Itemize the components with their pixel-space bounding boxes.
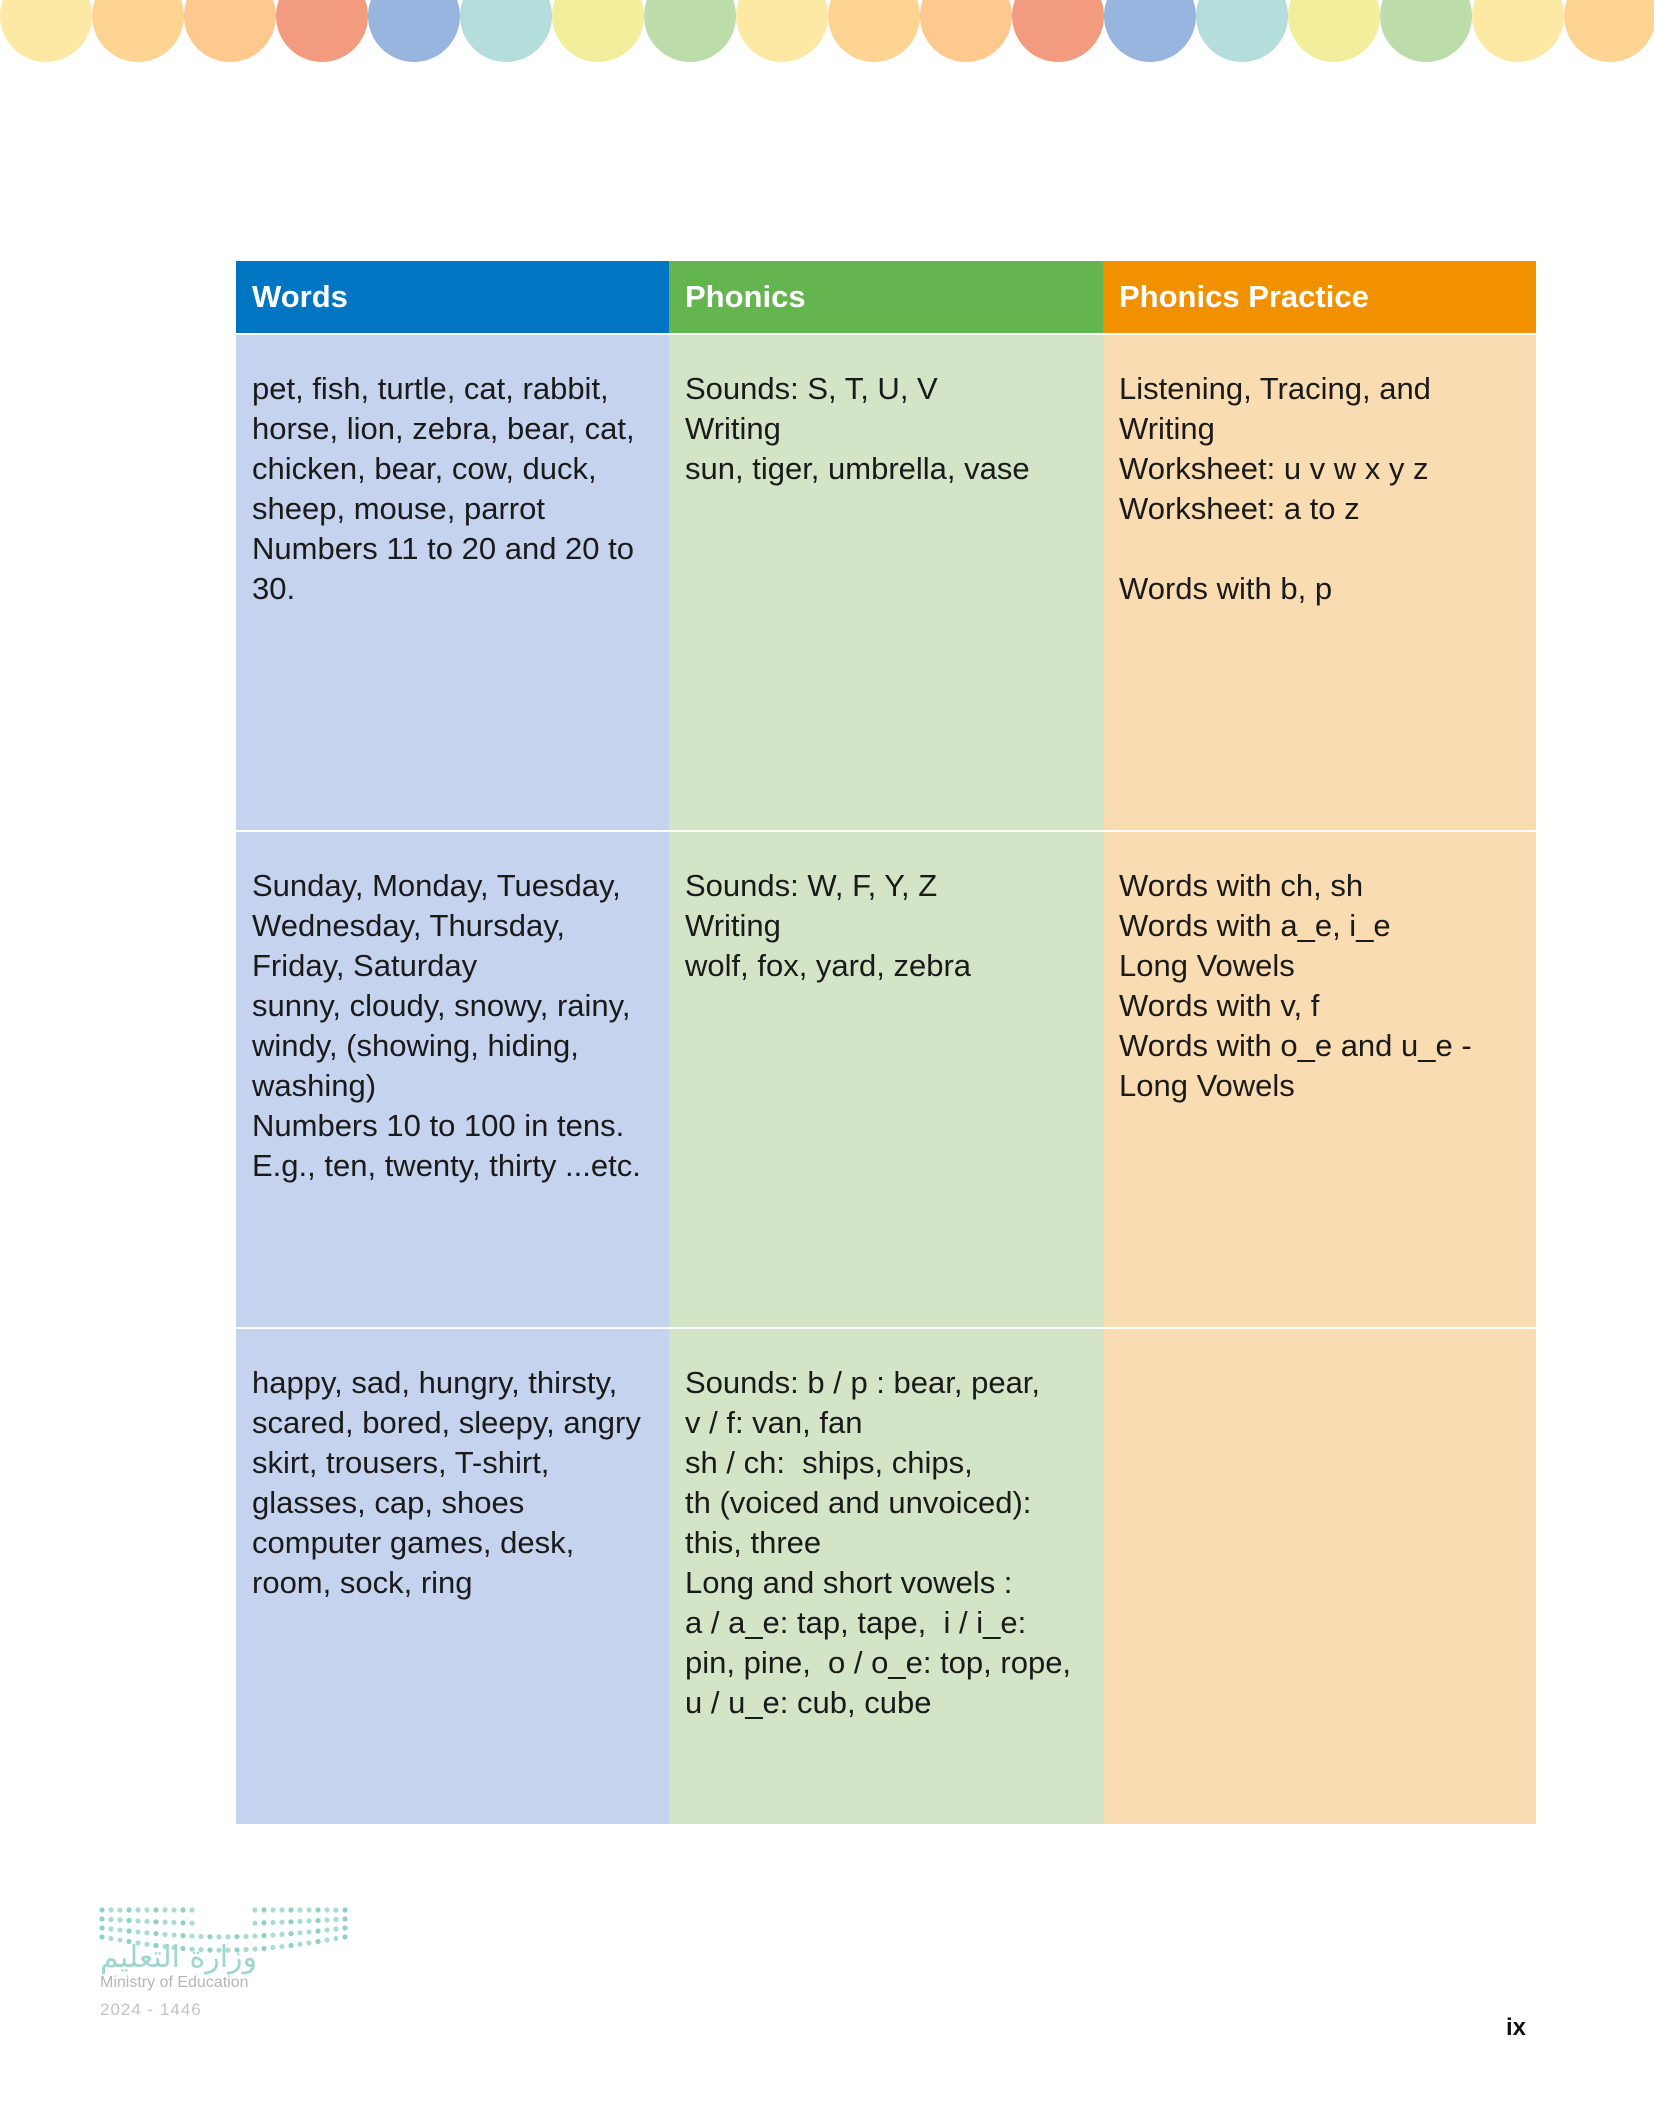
logo-dot xyxy=(234,1934,239,1939)
logo-dot xyxy=(216,1934,221,1939)
row-3-words-cell xyxy=(236,1329,669,1824)
logo-dot xyxy=(315,1907,320,1912)
logo-dot xyxy=(306,1940,311,1945)
cell-line: Words with o_e and u_e - xyxy=(1119,1028,1472,1063)
header-phonics-practice: Phonics Practice xyxy=(1103,261,1536,333)
logo-dot xyxy=(297,1919,302,1924)
cell-line: Writing xyxy=(1119,411,1215,446)
cell-line: Words with v, f xyxy=(1119,988,1320,1023)
cell-line: Numbers 11 to 20 and 20 to xyxy=(252,531,635,566)
scallop xyxy=(92,0,184,62)
scallop xyxy=(1012,0,1104,62)
logo-dot xyxy=(153,1907,158,1912)
logo-dot xyxy=(126,1918,131,1923)
logo-dot xyxy=(252,1920,257,1925)
logo-dot xyxy=(333,1926,338,1931)
cell-line: Words with ch, sh xyxy=(1119,868,1364,903)
logo-dot xyxy=(117,1917,122,1922)
logo-dot xyxy=(117,1907,122,1912)
cell-line: Worksheet: u v w x y z xyxy=(1119,451,1429,486)
logo-dot xyxy=(225,1934,230,1939)
logo-dot xyxy=(342,1934,347,1939)
logo-dot xyxy=(297,1942,302,1947)
row-1-words-cell xyxy=(236,335,669,830)
logo-dot xyxy=(153,1919,158,1924)
logo-dot xyxy=(252,1907,257,1912)
logo-dot xyxy=(306,1907,311,1912)
scallop xyxy=(368,0,460,62)
logo-dot xyxy=(288,1943,293,1948)
logo-dot xyxy=(342,1916,347,1921)
scalloped-border xyxy=(0,0,1654,70)
cell-line: Listening, Tracing, and xyxy=(1119,371,1431,406)
cell-line: windy, (showing, hiding, xyxy=(252,1028,579,1063)
logo-dot xyxy=(144,1907,149,1912)
cell-line: Writing xyxy=(685,908,781,943)
logo-dot xyxy=(261,1907,266,1912)
logo-dot xyxy=(99,1925,104,1930)
logo-dot xyxy=(171,1932,176,1937)
logo-dot xyxy=(126,1907,131,1912)
logo-dot xyxy=(261,1920,266,1925)
logo-dot xyxy=(324,1927,329,1932)
logo-dot xyxy=(144,1919,149,1924)
scallop xyxy=(552,0,644,62)
cell-line: Sounds: W, F, Y, Z xyxy=(685,868,938,903)
cell-line xyxy=(1119,529,1520,569)
cell-line: Worksheet: a to z xyxy=(1119,491,1360,526)
logo-dot xyxy=(288,1931,293,1936)
logo-dot xyxy=(279,1920,284,1925)
cell-line: chicken, bear, cow, duck, xyxy=(252,451,597,486)
row-3-practice-cell xyxy=(1103,1329,1536,1824)
logo-dot xyxy=(180,1920,185,1925)
cell-line: wolf, fox, yard, zebra xyxy=(685,948,972,983)
cell-line: Sounds: S, T, U, V xyxy=(685,371,938,406)
cell-line: Words with b, p xyxy=(1119,571,1333,606)
logo-dot xyxy=(171,1907,176,1912)
cell-line: glasses, cap, shoes xyxy=(252,1485,525,1520)
cell-line: Friday, Saturday xyxy=(252,948,478,983)
logo-dot xyxy=(288,1919,293,1924)
logo-dot xyxy=(261,1946,266,1951)
vocabulary-table xyxy=(236,261,1536,1824)
scallop xyxy=(1288,0,1380,62)
logo-dot xyxy=(171,1920,176,1925)
logo-dot xyxy=(315,1928,320,1933)
logo-dot xyxy=(189,1907,194,1912)
cell-line: Long Vowels xyxy=(1119,948,1295,983)
scallop xyxy=(276,0,368,62)
cell-line: happy, sad, hungry, thirsty, xyxy=(252,1365,618,1400)
row-1-practice-cell xyxy=(1103,335,1536,830)
scallop xyxy=(0,0,92,62)
logo-dot xyxy=(207,1934,212,1939)
logo-english-text: Ministry of Education xyxy=(100,1974,249,1991)
cell-line: Long Vowels xyxy=(1119,1068,1295,1103)
logo-dot xyxy=(108,1907,113,1912)
cell-line: E.g., ten, twenty, thirty ...etc. xyxy=(252,1148,641,1183)
cell-line: pet, fish, turtle, cat, rabbit, xyxy=(252,371,609,406)
logo-dot xyxy=(324,1937,329,1942)
logo-dot xyxy=(279,1932,284,1937)
cell-line: this, three xyxy=(685,1525,822,1560)
cell-line: a / a_e: tap, tape, i / i_e: xyxy=(685,1605,1027,1640)
cell-line: pin, pine, o / o_e: top, rope, xyxy=(685,1645,1072,1680)
header-words: Words xyxy=(236,261,669,333)
scallop xyxy=(644,0,736,62)
logo-dot xyxy=(342,1907,347,1912)
scallop xyxy=(184,0,276,62)
cell-line: room, sock, ring xyxy=(252,1565,473,1600)
logo-dot xyxy=(99,1907,104,1912)
logo-dot xyxy=(270,1932,275,1937)
logo-arabic-text: وزارة التعليم xyxy=(100,1940,258,1975)
cell-line: v / f: van, fan xyxy=(685,1405,863,1440)
logo-dot xyxy=(288,1907,293,1912)
logo-dot xyxy=(162,1920,167,1925)
logo-dot xyxy=(333,1936,338,1941)
logo-dot xyxy=(162,1907,167,1912)
logo-dot xyxy=(180,1933,185,1938)
logo-dot xyxy=(324,1907,329,1912)
logo-dot xyxy=(306,1918,311,1923)
row-2-phonics-cell xyxy=(669,832,1103,1327)
logo-dot xyxy=(315,1918,320,1923)
logo-dot xyxy=(189,1920,194,1925)
logo-dot xyxy=(117,1927,122,1932)
logo-dot xyxy=(297,1907,302,1912)
logo-dot xyxy=(333,1907,338,1912)
cell-line: Sounds: b / p : bear, pear, xyxy=(685,1365,1041,1400)
cell-line: Long and short vowels : xyxy=(685,1565,1013,1600)
logo-dot xyxy=(135,1907,140,1912)
logo-dot xyxy=(108,1926,113,1931)
cell-line: sheep, mouse, parrot xyxy=(252,491,545,526)
cell-line: Words with a_e, i_e xyxy=(1119,908,1391,943)
logo-dot xyxy=(279,1944,284,1949)
cell-line: sun, tiger, umbrella, vase xyxy=(685,451,1030,486)
header-phonics: Phonics xyxy=(669,261,1103,333)
cell-line: th (voiced and unvoiced): xyxy=(685,1485,1032,1520)
logo-dot xyxy=(324,1917,329,1922)
logo-dot xyxy=(297,1930,302,1935)
logo-dot xyxy=(279,1907,284,1912)
logo-dot xyxy=(108,1917,113,1922)
row-3-phonics-cell xyxy=(669,1329,1103,1824)
logo-dot xyxy=(153,1931,158,1936)
cell-line: Numbers 10 to 100 in tens. xyxy=(252,1108,625,1143)
logo-dot xyxy=(252,1933,257,1938)
cell-line: computer games, desk, xyxy=(252,1525,575,1560)
logo-year-text: 2024 - 1446 xyxy=(100,2000,202,2019)
scallop xyxy=(460,0,552,62)
logo-dot xyxy=(306,1929,311,1934)
logo-dot xyxy=(189,1933,194,1938)
logo-dot xyxy=(243,1934,248,1939)
logo-dot xyxy=(270,1920,275,1925)
cell-line: skirt, trousers, T-shirt, xyxy=(252,1445,550,1480)
cell-line: Writing xyxy=(685,411,781,446)
logo-dot xyxy=(99,1916,104,1921)
scallop xyxy=(736,0,828,62)
scallop xyxy=(1104,0,1196,62)
logo-dot xyxy=(126,1928,131,1933)
logo-dot xyxy=(198,1934,203,1939)
cell-line: sunny, cloudy, snowy, rainy, xyxy=(252,988,631,1023)
row-1-phonics-cell xyxy=(669,335,1103,830)
cell-line: u / u_e: cub, cube xyxy=(685,1685,932,1720)
cell-line: washing) xyxy=(252,1068,377,1103)
logo-dot xyxy=(342,1925,347,1930)
logo-dot xyxy=(135,1929,140,1934)
scallop xyxy=(920,0,1012,62)
logo-dot xyxy=(180,1907,185,1912)
scallop xyxy=(828,0,920,62)
logo-dot xyxy=(261,1933,266,1938)
scallop xyxy=(1472,0,1564,62)
row-2-practice-cell xyxy=(1103,832,1536,1327)
logo-dot xyxy=(270,1945,275,1950)
logo-dot xyxy=(333,1917,338,1922)
cell-line: scared, bored, sleepy, angry xyxy=(252,1405,641,1440)
logo-dot xyxy=(99,1934,104,1939)
scallop xyxy=(1196,0,1288,62)
logo-dot xyxy=(135,1918,140,1923)
cell-line: horse, lion, zebra, bear, cat, xyxy=(252,411,635,446)
scallop xyxy=(1380,0,1472,62)
logo-dot xyxy=(315,1939,320,1944)
logo-dot xyxy=(162,1932,167,1937)
logo-dot xyxy=(270,1907,275,1912)
row-2-words-cell xyxy=(236,832,669,1327)
cell-line: 30. xyxy=(252,571,296,606)
cell-line: Sunday, Monday, Tuesday, xyxy=(252,868,621,903)
page-number: ix xyxy=(1506,2014,1527,2041)
cell-line: sh / ch: ships, chips, xyxy=(685,1445,973,1480)
logo-dot xyxy=(144,1930,149,1935)
scallop xyxy=(1564,0,1654,62)
cell-line: Wednesday, Thursday, xyxy=(252,908,566,943)
